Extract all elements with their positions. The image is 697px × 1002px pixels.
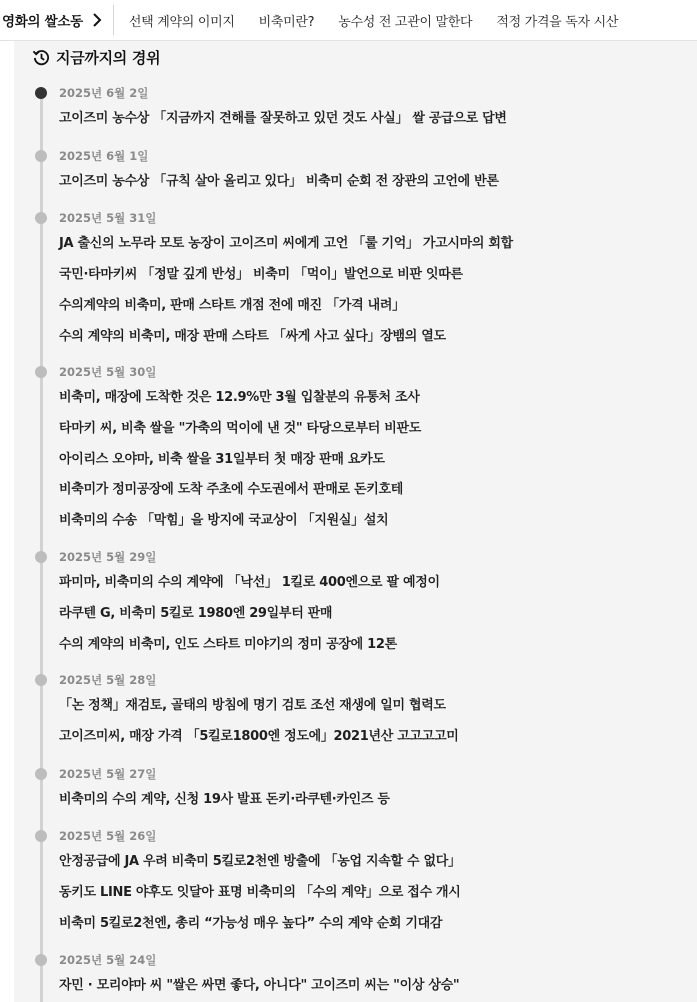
nav-link-former-official[interactable]: 농수성 전 고관이 말한다 [338,14,473,30]
history-icon [32,48,51,67]
timeline-date: 2025년 5월 30일 [59,365,157,379]
timeline-date: 2025년 6월 1일 [59,149,149,163]
timeline-article-link[interactable]: 수의계약의 비축미, 판매 스타트 개점 전에 매진 「가격 내려」 [59,298,405,313]
timeline-dot [35,551,47,563]
timeline-article-link[interactable]: 수의 계약의 비축미, 매장 판매 스타트 「싸게 사고 싶다」장뱀의 열도 [59,329,446,344]
timeline-dot [35,150,47,162]
timeline-dot [35,366,47,378]
timeline-article-link[interactable]: 파미마, 비축미의 수의 계약에 「낙선」 1킬로 400엔으로 팔 예정이 [59,575,440,590]
timeline-article-link[interactable]: 아이리스 오야마, 비축 쌀을 31일부터 첫 매장 판매 요카도 [59,452,385,467]
timeline-article-link[interactable]: 「논 정책」재검토, 골태의 방침에 명기 검토 조선 재생에 일미 협력도 [59,698,446,713]
timeline-article-link[interactable]: 안정공급에 JA 우려 비축미 5킬로2천엔 방출에 「농업 지속할 수 없다」 [59,854,461,869]
timeline-article-link[interactable]: 수의 계약의 비축미, 인도 스타트 미야기의 정미 공장에 12톤 [59,637,397,652]
timeline-date: 2025년 5월 28일 [59,673,157,687]
timeline-article-link[interactable]: 고이즈미 농수상 「지금까지 견해를 잘못하고 있던 것도 사실」 쌀 공급으로 답변 [59,111,507,126]
timeline-date: 2025년 5월 29일 [59,550,157,564]
timeline-article-link[interactable]: 자민 · 모리야마 씨 "쌀은 싸면 좋다, 아니다" 고이즈미 씨는 "이상 상승" [59,978,460,993]
timeline-dot-current [35,87,47,99]
timeline-article-link[interactable]: 국민·타마키씨 「정말 깊게 반성」 비축미 「먹이」발언으로 비판 잇따른 [59,267,463,282]
nav-link-stockpile-rice[interactable]: 비축미란? [258,14,315,30]
timeline-date: 2025년 5월 26일 [59,829,157,843]
timeline-dot [35,830,47,842]
timeline-article-link[interactable]: 비축미의 수의 계약, 신청 19사 발표 돈키·라쿠텐·카인즈 등 [59,792,390,807]
timeline-article-link[interactable]: 동키도 LINE 야후도 잇달아 표명 비축미의 「수의 계약」으로 접수 개시 [59,885,461,900]
timeline-date: 2025년 5월 24일 [59,953,157,967]
timeline-dot [35,212,47,224]
timeline-article-link[interactable]: JA 출신의 노무라 모토 농장이 고이즈미 씨에게 고언 「룰 기억」 가고시마의 회합 [59,236,513,251]
nav-link-fair-price[interactable]: 적정 가격을 독자 시산 [496,14,619,30]
timeline-article-link[interactable]: 타마키 씨, 비축 쌀을 "가축의 먹이에 낸 것" 타당으로부터 비판도 [59,421,422,436]
timeline-article-link[interactable]: 고이즈미씨, 매장 가격 「5킬로1800엔 정도에」2021년산 고고고고미 [59,729,459,744]
timeline-article-link[interactable]: 비축미 5킬로2천엔, 총리 “가능성 매우 높다” 수의 계약 순회 기대감 [59,916,443,931]
top-nav [0,0,697,41]
timeline-dot [35,674,47,686]
timeline-article-link[interactable]: 고이즈미 농수상 「규칙 살아 올리고 있다」 비축미 순회 전 장관의 고언에 반론 [59,174,499,189]
timeline-date: 2025년 6월 2일 [59,86,149,100]
timeline-date: 2025년 5월 31일 [59,211,157,225]
section-header [32,47,160,68]
nav-divider [113,5,114,35]
timeline-article-link[interactable]: 라쿠텐 G, 비축미 5킬로 1980엔 29일부터 판매 [59,606,333,621]
timeline-line [40,91,43,1002]
timeline-dot [35,768,47,780]
timeline-article-link[interactable]: 비축미의 수송 「막힘」을 방지에 국교상이 「지원실」설치 [59,513,389,528]
topic-title: 영화의 쌀소동 [2,14,83,30]
timeline-article-link[interactable]: 비축미, 매장에 도착한 것은 12.9%만 3월 입찰분의 유통처 조사 [59,390,420,405]
nav-link-choice-contract[interactable]: 선택 계약의 이미지 [128,14,235,30]
timeline-section [14,41,697,1002]
section-title: 지금까지의 경위 [56,49,161,67]
timeline-dot [35,954,47,966]
timeline-date: 2025년 5월 27일 [59,767,157,781]
chevron-right-icon [89,12,105,28]
timeline-article-link[interactable]: 비축미가 정미공장에 도착 주초에 수도권에서 판매로 돈키호테 [59,482,404,497]
topic-title-link[interactable] [0,0,105,40]
